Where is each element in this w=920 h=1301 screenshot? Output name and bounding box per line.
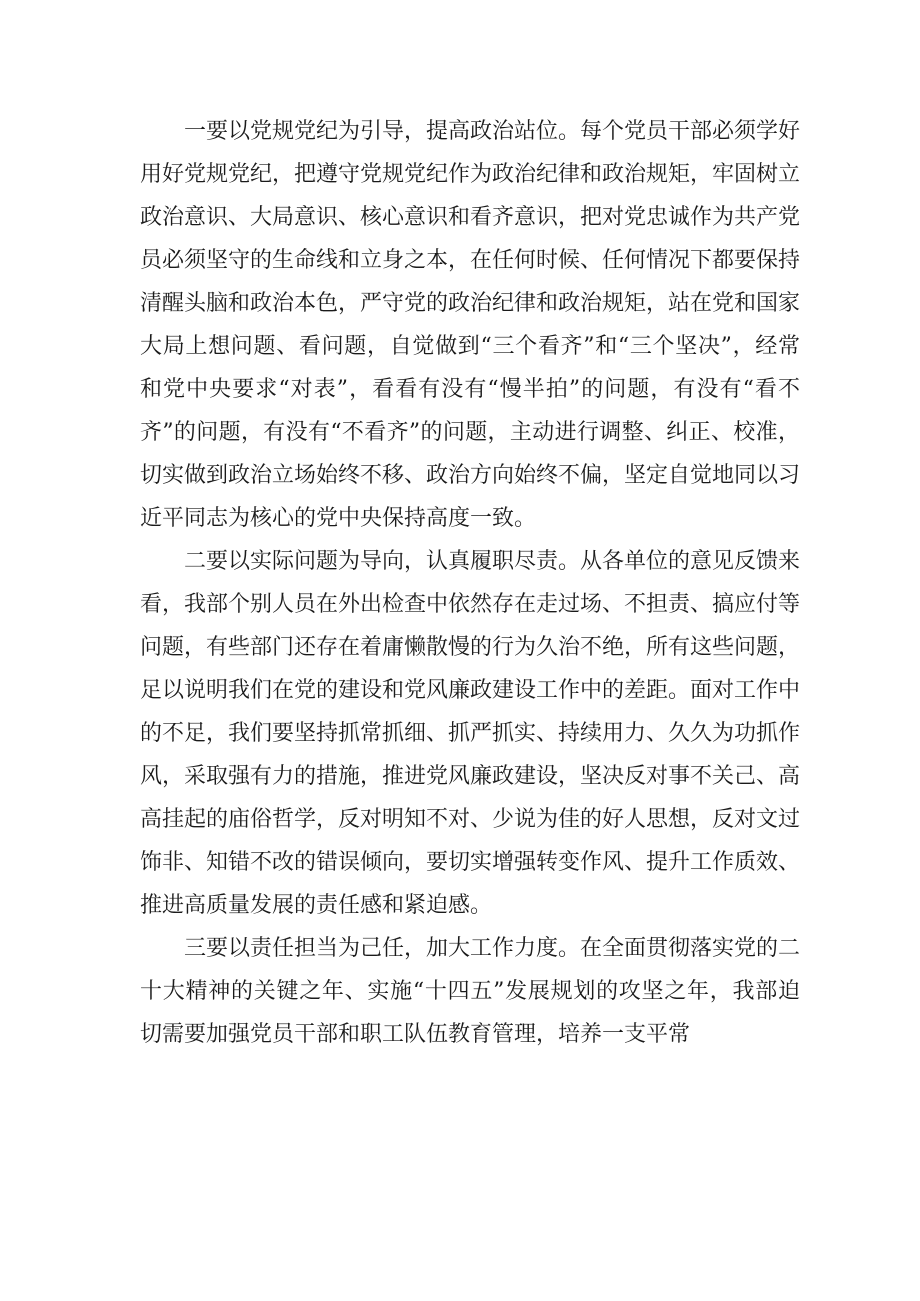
paragraph-3: 三要以责任担当为己任，加大工作力度。在全面贯彻落实党的二十大精神的关键之年、实施“十四五”发展规划的攻坚之年，我部迫切需要加强党员干部和职工队伍教育管理，培养一支平常 [140,936,801,1047]
paragraph-2: 二要以实际问题为导向，认真履职尽责。从各单位的意见反馈来看，我部个别人员在外出检查中依然存在走过场、不担责、搞应付等问题，有些部门还存在着庸懒散慢的行为久治不绝，所有这些问题，足以说明我们在党的建设和党风廉政建设工作中的差距。面对工作中的不足，我们要坚持抓常抓细、抓严抓实、持续用力、久久为功抓作风，采取强有力的措施，推进党风廉政建设，坚决反对事不关己、高高挂起的庙俗哲学，反对明知不对、少说为佳的好人思想，反对文过饰非、知错不改的错误倾向，要切实增强转变作风、提升工作质效、推进高质量发展的责任感和紧迫感。 [140,549,801,918]
paragraph-1: 一要以党规党纪为引导，提高政治站位。每个党员干部必须学好用好党规党纪，把遵守党规党纪作为政治纪律和政治规矩，牢固树立政治意识、大局意识、核心意识和看齐意识，把对党忠诚作为共产党员必须坚守的生命线和立身之本，在任何时候、任何情况下都要保持清醒头脑和政治本色，严守党的政治纪律和政治规矩，站在党和国家大局上想问题、看问题，自觉做到“三个看齐”和“三个坚决”，经常和党中央要求“对表”，看看有没有“慢半拍”的问题，有没有“看不齐”的问题，有没有“不看齐”的问题，主动进行调整、纠正、校准，切实做到政治立场始终不移、政治方向始终不偏，坚定自觉地同以习近平同志为核心的党中央保持高度一致。 [140,119,801,531]
document-body [140,110,800,1056]
